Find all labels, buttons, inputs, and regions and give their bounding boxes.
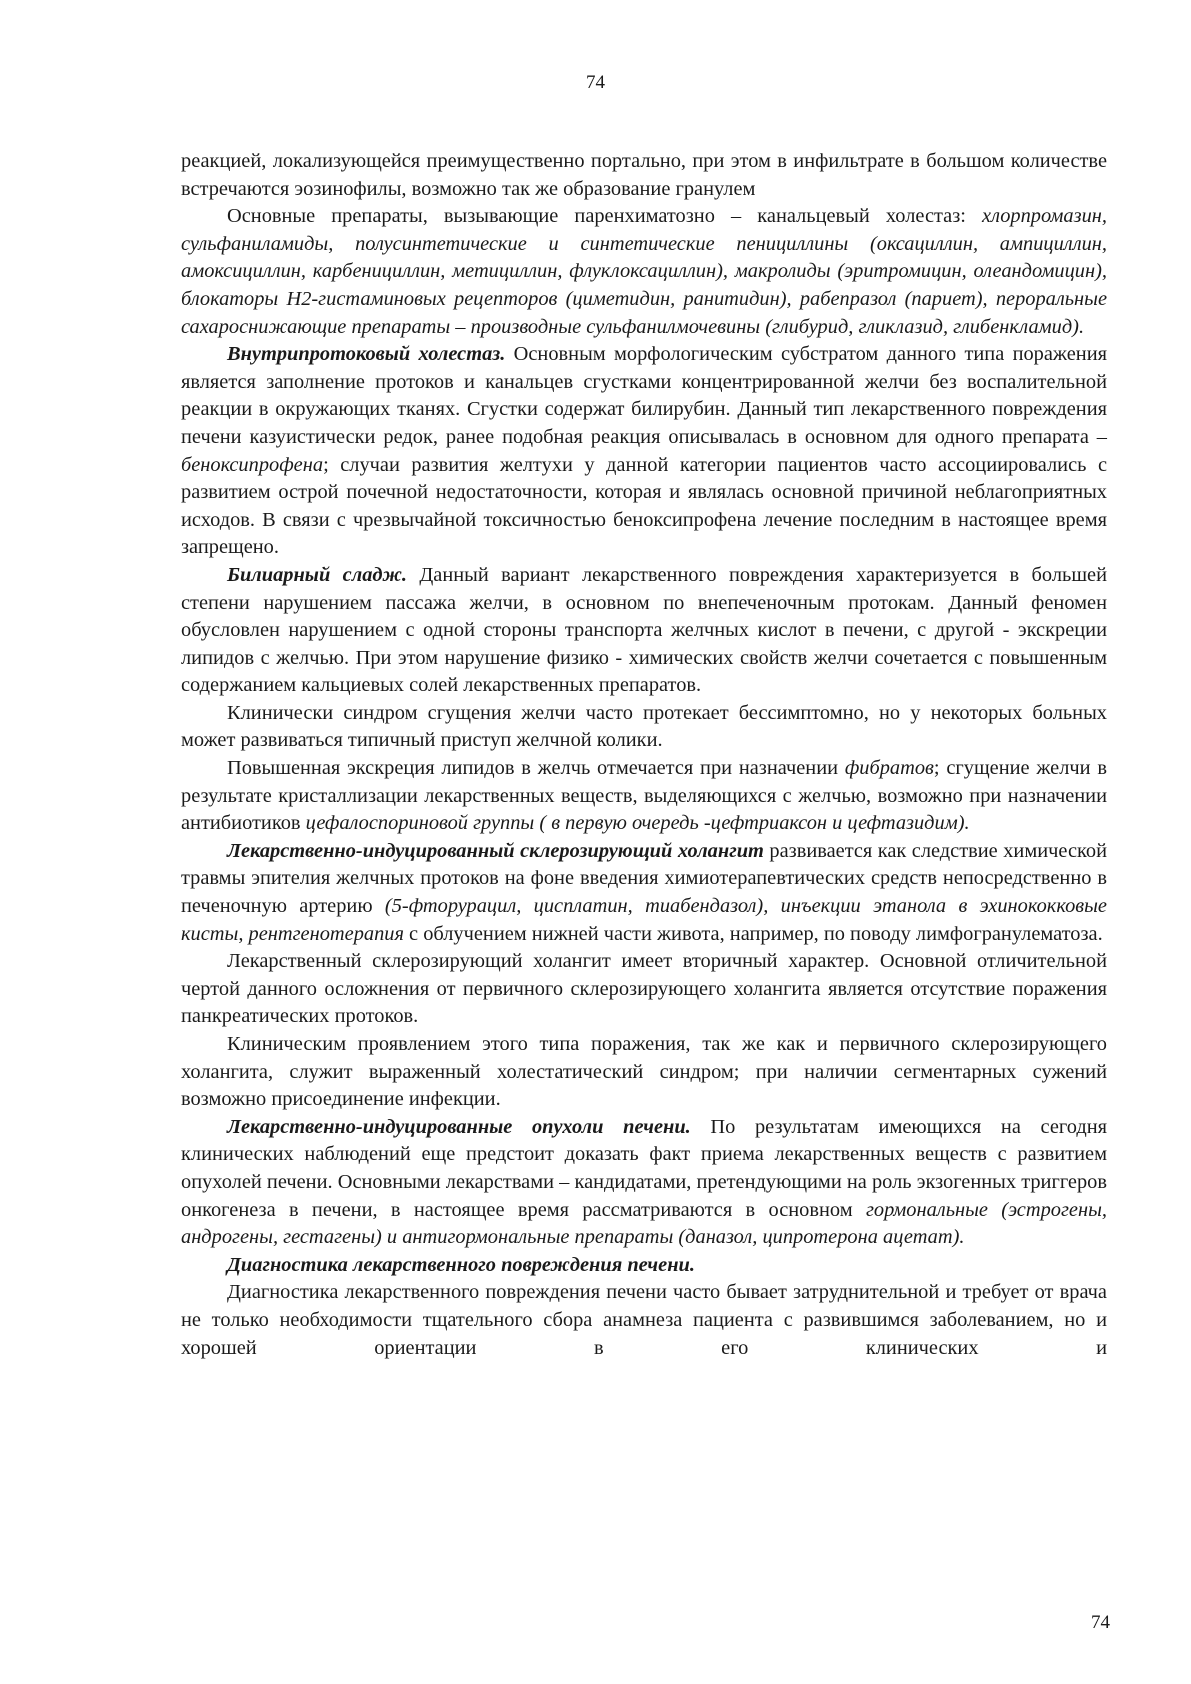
- body-text: Основным морфологическим субстратом данного типа поражения является заполнение протоков и канальцев сгустками концентрированной желчи без воспалительной реакции в окружающих тканях. Сгустки содержат билирубин. Данный тип лекарственного повреждения печени казуистически редок, ранее подобная реакция описывалась в основном для одного препарата –: [181, 343, 1107, 448]
- paragraph: [181, 948, 1107, 1031]
- italic-text: (5-фторурацил, цисплатин, тиабендазол), инъекции этанола в эхинококковые кисты, рентгенотерапия: [181, 895, 1107, 945]
- body-text: Клинически синдром сгущения желчи часто протекает бессимптомно, но у некоторых больных может развиваться типичный приступ желчной колики.: [181, 701, 1107, 752]
- section-heading-text: Диагностика лекарственного повреждения печени.: [227, 1253, 695, 1276]
- paragraph: [181, 1252, 1107, 1280]
- italic-text: гормональные (эстрогены, андрогены, гестагены) и антигормональные препараты (даназол, ципротерона ацетат).: [181, 1198, 1107, 1249]
- italic-text: фибратов: [844, 757, 934, 780]
- page-number-bottom: 74: [1091, 1612, 1110, 1633]
- paragraph: [181, 838, 1107, 948]
- paragraph: [181, 562, 1107, 700]
- italic-text: хлорпромазин, сульфаниламиды, полусинтетические и синтетические пенициллины (оксациллин, ампициллин, амоксициллин, карбенициллин, метициллин, флуклоксациллин), макролиды (эритромицин, олеандомицин), блокаторы Н2-гистаминовых рецепторов (циметидин, ранитидин), рабепразол (париет), пероральные сахароснижающие препараты – производные сульфанилмочевины (глибурид, гликлазид, глибенкламид).: [181, 205, 1107, 338]
- paragraph: [181, 341, 1107, 562]
- body-text: Диагностика лекарственного повреждения печени часто бывает затруднительной и требует от врача не только необходимости тщательного сбора анамнеза пациента с развившимся заболеванием, но и хорошей ориентации в его клинических и: [181, 1281, 1107, 1359]
- italic-text: цефалоспориновой группы ( в первую очередь -цефтриаксон и цефтазидим).: [305, 812, 970, 835]
- body-text: развивается как следствие химической травмы эпителия желчных протоков на фоне введения химиотерапевтических средств непосредственно в печеночную артерию: [181, 839, 1107, 918]
- italic-text: беноксипрофена: [181, 453, 324, 476]
- body-text: с облучением нижней части живота, например, по поводу лимфогранулематоза.: [403, 922, 1103, 945]
- body-text: Лекарственный склерозирующий холангит имеет вторичный характер. Основной отличительной чертой данного осложнения от первичного склерозирующего холангита является отсутствие поражения панкреатических протоков.: [181, 950, 1107, 1028]
- section-heading-text: Внутрипротоковый холестаз.: [227, 343, 506, 366]
- body-text: ; сгущение желчи в результате кристаллизации лекарственных веществ, выделяющихся с желчью, возможно при назначении антибиотиков: [181, 757, 1107, 835]
- body-text: Повышенная экскреция липидов в желчь отмечается при назначении: [227, 757, 845, 780]
- body-text: Основные препараты, вызывающие паренхиматозно – канальцевый холестаз:: [227, 205, 983, 228]
- document-body: [181, 148, 1107, 1362]
- section-heading-text: Лекарственно-индуцированные опухоли печени.: [227, 1115, 691, 1138]
- paragraph: [181, 1279, 1107, 1362]
- paragraph: [181, 1114, 1107, 1252]
- section-heading-text: Лекарственно-индуцированный склерозирующий холангит: [227, 839, 764, 862]
- paragraph: [181, 203, 1107, 341]
- body-text: ; случаи развития желтухи у данной категории пациентов часто ассоциировались с развитием острой почечной недостаточности, которая и являлась основной причиной неблагоприятных исходов. В связи с чрезвычайной токсичностью беноксипрофена лечение последним в настоящее время запрещено.: [181, 453, 1107, 559]
- body-text: По результатам имеющихся на сегодня клинических наблюдений еще предстоит доказать факт приема лекарственных веществ с развитием опухолей печени. Основными лекарствами – кандидатами, претендующими на роль экзогенных триггеров онкогенеза в печени, в настоящее время рассматриваются в основном: [181, 1115, 1108, 1221]
- paragraph: [181, 148, 1107, 203]
- paragraph: [181, 700, 1107, 755]
- paragraph: [181, 755, 1107, 838]
- section-heading-text: Билиарный сладж.: [227, 563, 408, 586]
- body-text: Клиническим проявлением этого типа поражения, так же как и первичного склерозирующего холангита, служит выраженный холестатический синдром; при наличии сегментарных сужений возможно присоединение инфекции.: [181, 1033, 1107, 1111]
- body-text: Данный вариант лекарственного повреждения характеризуется в большей степени нарушением пассажа желчи, в основном по внепеченочным протокам. Данный феномен обусловлен нарушением с одной стороны транспорта желчных кислот в печени, с другой - экскреции липидов с желчью. При этом нарушение физико - химических свойств желчи сочетается с повышенным содержанием кальциевых солей лекарственных препаратов.: [181, 563, 1107, 697]
- paragraph: [181, 1031, 1107, 1114]
- page-number-top: 74: [586, 72, 605, 93]
- body-text: реакцией, локализующейся преимущественно портально, при этом в инфильтрате в большом количестве встречаются эозинофилы, возможно так же образование гранулем: [181, 150, 1107, 200]
